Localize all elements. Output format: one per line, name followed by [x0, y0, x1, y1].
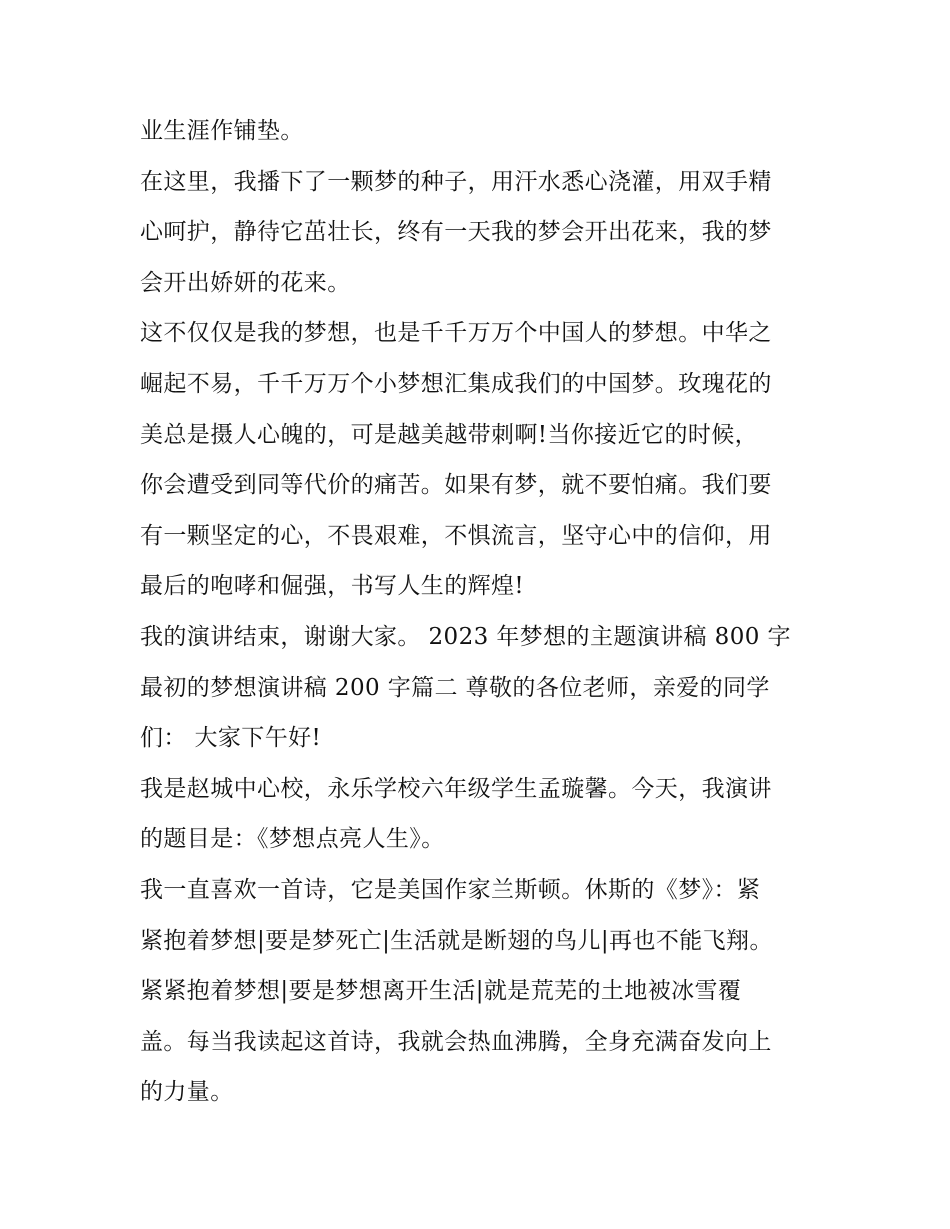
text-line: 有一颗坚定的心，不畏艰难，不惧流言，坚守心中的信仰，用 [140, 522, 772, 549]
text-line: 我是赵城中心校，永乐学校六年级学生孟璇馨。今天，我演讲 [140, 775, 772, 802]
text-line: 我一直喜欢一首诗，它是美国作家兰斯顿。休斯的《梦》：紧 [140, 876, 761, 903]
text-line: 的力量。 [140, 1079, 234, 1106]
text-line: 最后的咆哮和倔强，书写人生的辉煌! [140, 573, 525, 600]
document-body-text [140, 106, 830, 1118]
text-line: 紧抱着梦想|要是梦死亡|生活就是断翅的鸟儿|再也不能飞翔。 [140, 927, 773, 954]
text-line: 最初的梦想演讲稿 200 字篇二 尊敬的各位老师，亲爱的同学 [140, 674, 770, 701]
text-line: 美总是摄人心魄的，可是越美越带刺啊!当你接近它的时候， [140, 421, 759, 448]
text-line: 在这里，我播下了一颗梦的种子，用汗水悉心浇灌，用双手精 [140, 168, 772, 195]
text-line: 们： 大家下午好! [140, 725, 322, 752]
text-line: 你会遭受到同等代价的痛苦。如果有梦，就不要怕痛。我们要 [140, 472, 772, 499]
text-line: 业生涯作铺垫。 [140, 118, 304, 144]
text-line: 我的演讲结束，谢谢大家。 2023 年梦想的主题演讲稿 800 字 [140, 623, 791, 650]
text-line: 这不仅仅是我的梦想，也是千千万万个中国人的梦想。中华之 [140, 320, 772, 347]
text-line: 崛起不易，千千万万个小梦想汇集成我们的中国梦。玫瑰花的 [140, 370, 772, 397]
text-line: 的题目是：《梦想点亮人生》。 [140, 826, 445, 853]
text-line: 盖。每当我读起这首诗，我就会热血沸腾，全身充满奋发向上 [140, 1028, 772, 1055]
text-line: 心呵护，静待它茁壮长，终有一天我的梦会开出花来，我的梦 [140, 219, 772, 246]
text-line: 会开出娇妍的花来。 [140, 269, 351, 296]
text-line: 紧紧抱着梦想|要是梦想离开生活|就是荒芜的土地被冰雪覆 [140, 978, 742, 1005]
